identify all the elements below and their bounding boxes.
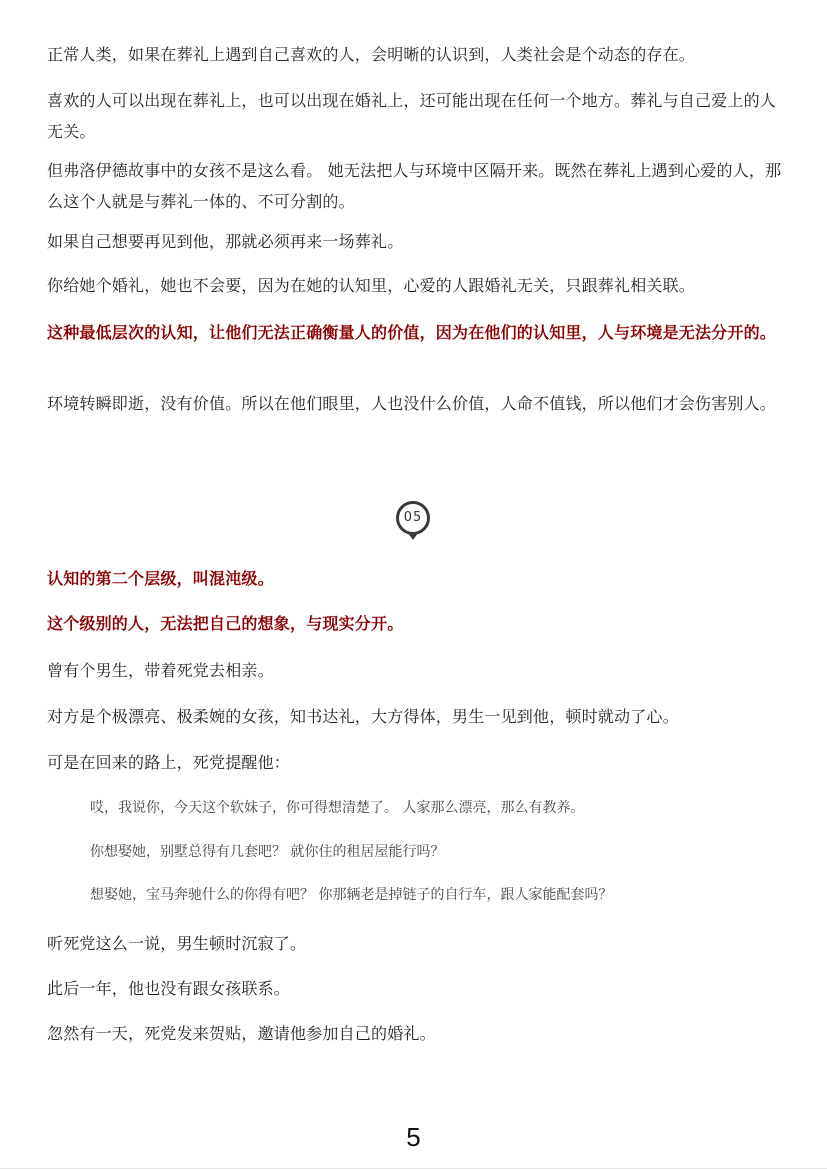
badge-pin-icon — [408, 533, 418, 540]
paragraph: 对方是个极漂亮、极柔婉的女孩，知书达礼，大方得体，男生一见到他，顿时就动了心。 — [47, 707, 679, 726]
paragraph: 听死党这么一说，男生顿时沉寂了。 — [47, 934, 307, 953]
quote-line: 想娶她，宝马奔驰什么的你得有吧？ 你那辆老是掉链子的自行车，跟人家能配套吗？ — [90, 887, 613, 903]
paragraph: 但弗洛伊德故事中的女孩不是这么看。 她无法把人与环境中区隔开来。既然在葬礼上遇到心爱的人，那么这个人就是与葬礼一体的、不可分割的。 — [47, 161, 782, 211]
section-number-badge: 05 — [396, 501, 430, 535]
paragraph: 喜欢的人可以出现在葬礼上，也可以出现在婚礼上，还可能出现在任何一个地方。葬礼与自己爱上的人无关。 — [47, 91, 777, 141]
page-number: 5 — [406, 1122, 421, 1152]
quote-line: 你想娶她，别墅总得有几套吧？ 就你住的租居屋能行吗？ — [90, 844, 445, 860]
footer-divider — [0, 1168, 827, 1169]
paragraph: 环境转瞬即逝，没有价值。所以在他们眼里，人也没什么价值，人命不值钱，所以他们才会伤害别人。 — [47, 394, 777, 413]
section-heading: 认知的第二个层级，叫混沌级。 — [47, 569, 274, 588]
paragraph: 忽然有一天，死党发来贺贴，邀请他参加自己的婚礼。 — [47, 1024, 436, 1043]
paragraph: 正常人类，如果在葬礼上遇到自己喜欢的人，会明晰的认识到，人类社会是个动态的存在。 — [47, 45, 696, 64]
paragraph: 如果自己想要再见到他，那就必须再来一场葬礼。 — [47, 232, 404, 251]
paragraph: 你给她个婚礼，她也不会要，因为在她的认知里，心爱的人跟婚礼无关，只跟葬礼相关联。 — [47, 276, 696, 295]
paragraph: 此后一年，他也没有跟女孩联系。 — [47, 979, 291, 998]
paragraph: 可是在回来的路上，死党提醒他： — [47, 753, 291, 772]
section-subheading: 这个级别的人，无法把自己的想象，与现实分开。 — [47, 614, 404, 633]
paragraph: 曾有个男生，带着死党去相亲。 — [47, 661, 274, 680]
quote-line: 哎，我说你，今天这个软妹子，你可得想清楚了。 人家那么漂亮，那么有教养。 — [90, 800, 585, 816]
emphasis-paragraph: 这种最低层次的认知，让他们无法正确衡量人的价值，因为在他们的认知里，人与环境是无法分开的。 — [47, 323, 777, 342]
